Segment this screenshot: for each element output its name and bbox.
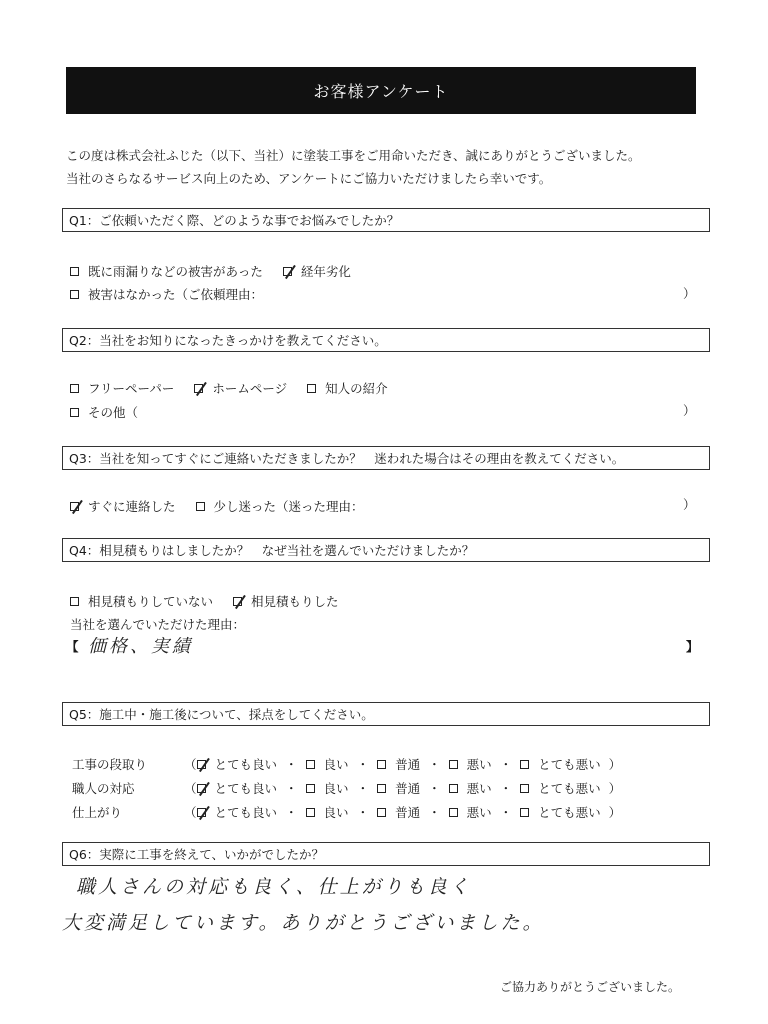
separator-dot: ・: [499, 781, 513, 796]
option-label: フリーペーパー: [88, 381, 175, 396]
close-paren: ）: [608, 805, 622, 820]
separator-dot: ・: [356, 757, 370, 772]
separator-dot: ・: [499, 805, 513, 820]
checkbox-checked-icon[interactable]: [233, 597, 242, 606]
q2-options-row-1: [70, 379, 408, 397]
q2-options-row-2: [70, 403, 158, 421]
open-paren: （: [184, 805, 197, 820]
checkbox-unchecked-icon[interactable]: [70, 290, 79, 299]
rating-very-bad[interactable]: [520, 779, 601, 797]
checkbox-checked-icon[interactable]: [194, 384, 203, 393]
q2-close-paren: ）: [683, 403, 696, 418]
checkbox-unchecked-icon[interactable]: [520, 784, 529, 793]
q1-option-aging[interactable]: [283, 262, 351, 280]
q4-question: Q4：相見積もりはしましたか？ なぜ当社を選んでいただけましたか？: [62, 538, 710, 562]
rating-very-good[interactable]: [197, 755, 278, 773]
checkbox-unchecked-icon[interactable]: [70, 597, 79, 606]
q3-options-row: [70, 497, 384, 515]
checkbox-unchecked-icon[interactable]: [520, 808, 529, 817]
close-paren: ）: [608, 757, 622, 772]
footer-thanks: ご協力ありがとうございました。: [500, 980, 681, 994]
survey-title: お客様アンケート: [66, 67, 696, 114]
option-label: 経年劣化: [300, 264, 351, 279]
rating-good[interactable]: [306, 803, 349, 821]
q6-answer-line-2[interactable]: 大変満足しています。ありがとうございました。: [62, 912, 545, 934]
checkbox-checked-icon[interactable]: [70, 502, 79, 511]
rating-label: 普通: [395, 805, 421, 820]
rating-label: とても悪い: [538, 805, 601, 820]
q1-options-row-1: [70, 262, 371, 280]
q5-question: Q5：施工中・施工後について、採点をしてください。: [62, 702, 710, 726]
checkbox-unchecked-icon[interactable]: [449, 760, 458, 769]
rating-very-good[interactable]: [197, 779, 278, 797]
rating-label: 悪い: [466, 757, 492, 772]
checkbox-unchecked-icon[interactable]: [449, 808, 458, 817]
separator-dot: ・: [285, 805, 298, 820]
q1-option-no-damage[interactable]: [70, 285, 263, 303]
q2-option-free-paper[interactable]: [70, 379, 174, 397]
separator-dot: ・: [285, 757, 298, 772]
separator-dot: ・: [356, 805, 370, 820]
option-label: その他（: [88, 405, 139, 420]
rating-very-bad[interactable]: [520, 803, 601, 821]
checkbox-checked-icon[interactable]: [197, 784, 206, 793]
option-label: 知人の紹介: [325, 381, 388, 396]
rating-label: 普通: [395, 757, 421, 772]
q4-option-no-comparison[interactable]: [70, 592, 213, 610]
open-paren: （: [184, 757, 197, 772]
separator-dot: ・: [499, 757, 513, 772]
q4-bracket-open: 【: [66, 639, 79, 654]
q2-question: Q2：当社をお知りになったきっかけを教えてください。: [62, 328, 710, 352]
rating-label: 良い: [323, 805, 349, 820]
q6-answer-line-1[interactable]: 職人さんの対応も良く、仕上がりも良く: [76, 876, 472, 898]
checkbox-unchecked-icon[interactable]: [70, 384, 79, 393]
rating-label: 悪い: [466, 805, 492, 820]
rating-row-label: 工事の段取り: [72, 757, 148, 772]
option-label: 少し迷った（迷った理由：: [213, 499, 364, 514]
checkbox-unchecked-icon[interactable]: [377, 808, 386, 817]
intro-line-2: 当社のさらなるサービス向上のため、アンケートにご協力いただけましたら幸いです。: [66, 171, 552, 186]
checkbox-unchecked-icon[interactable]: [449, 784, 458, 793]
q5-rating-table: [72, 752, 621, 824]
separator-dot: ・: [356, 781, 370, 796]
separator-dot: ・: [428, 805, 441, 820]
rating-label: とても悪い: [538, 781, 601, 796]
option-label: 相見積もりしていない: [88, 594, 214, 609]
rating-label: 普通: [395, 781, 421, 796]
q6-question: Q6：実際に工事を終えて、いかがでしたか？: [62, 842, 710, 866]
checkbox-unchecked-icon[interactable]: [70, 267, 79, 276]
q3-option-contacted-immediately[interactable]: [70, 497, 176, 515]
rating-good[interactable]: [306, 779, 349, 797]
q3-close-paren: ）: [683, 497, 696, 512]
q1-close-paren: ）: [683, 286, 696, 301]
q1-option-leak[interactable]: [70, 262, 263, 280]
checkbox-unchecked-icon[interactable]: [306, 784, 315, 793]
checkbox-unchecked-icon[interactable]: [306, 760, 315, 769]
checkbox-unchecked-icon[interactable]: [307, 384, 316, 393]
rating-row-label: 職人の対応: [72, 781, 135, 796]
checkbox-unchecked-icon[interactable]: [520, 760, 529, 769]
close-paren: ）: [608, 781, 622, 796]
q4-reason-label: 当社を選んでいただけた理由：: [70, 617, 246, 632]
rating-average[interactable]: [377, 803, 420, 821]
rating-label: とても悪い: [538, 757, 601, 772]
option-label: すぐに連絡した: [88, 499, 176, 514]
q2-option-homepage[interactable]: [194, 379, 287, 397]
intro-line-1: この度は株式会社ふじた（以下、当社）に塗装工事をご用命いただき、誠にありがとうございました。: [66, 148, 641, 163]
option-label: 被害はなかった（ご依頼理由：: [88, 287, 264, 302]
rating-label: 良い: [323, 781, 349, 796]
checkbox-unchecked-icon[interactable]: [377, 784, 386, 793]
rating-average[interactable]: [377, 755, 420, 773]
open-paren: （: [184, 781, 197, 796]
rating-label: とても良い: [214, 781, 278, 796]
rating-label: とても良い: [214, 757, 278, 772]
q4-options-row: [70, 592, 359, 610]
option-label: 相見積もりした: [251, 594, 339, 609]
option-label: 既に雨漏りなどの被害があった: [88, 264, 263, 279]
q1-options-row-2: [70, 285, 283, 303]
q4-bracket-close: 】: [686, 639, 699, 654]
option-label: ホームページ: [212, 381, 288, 396]
checkbox-unchecked-icon[interactable]: [196, 502, 205, 511]
rating-row-label: 仕上がり: [72, 805, 123, 820]
checkbox-checked-icon[interactable]: [283, 267, 292, 276]
q2-option-other[interactable]: [70, 403, 138, 421]
separator-dot: ・: [428, 781, 441, 796]
checkbox-unchecked-icon[interactable]: [70, 408, 79, 417]
rating-bad[interactable]: [449, 803, 492, 821]
checkbox-checked-icon[interactable]: [197, 808, 206, 817]
q4-option-comparison[interactable]: [233, 592, 339, 610]
checkbox-unchecked-icon[interactable]: [306, 808, 315, 817]
q1-question: Q1：ご依頼いただく際、どのような事でお悩みでしたか？: [62, 208, 710, 232]
checkbox-unchecked-icon[interactable]: [377, 760, 386, 769]
q5-rating-row: [72, 776, 621, 800]
separator-dot: ・: [428, 757, 441, 772]
checkbox-checked-icon[interactable]: [197, 760, 206, 769]
rating-good[interactable]: [306, 755, 349, 773]
rating-very-bad[interactable]: [520, 755, 601, 773]
q5-rating-row: [72, 800, 621, 824]
rating-label: 良い: [323, 757, 349, 772]
separator-dot: ・: [285, 781, 298, 796]
q4-reason-answer[interactable]: 価格、実績: [88, 636, 193, 657]
rating-bad[interactable]: [449, 779, 492, 797]
q2-option-referral[interactable]: [307, 379, 388, 397]
q3-option-hesitated[interactable]: [196, 497, 364, 515]
rating-label: とても良い: [214, 805, 278, 820]
rating-very-good[interactable]: [197, 803, 278, 821]
q5-rating-row: [72, 752, 621, 776]
rating-bad[interactable]: [449, 755, 492, 773]
q3-question: Q3：当社を知ってすぐにご連絡いただきましたか？ 迷われた場合はその理由を教えてください。: [62, 446, 710, 470]
rating-average[interactable]: [377, 779, 420, 797]
rating-label: 悪い: [466, 781, 492, 796]
